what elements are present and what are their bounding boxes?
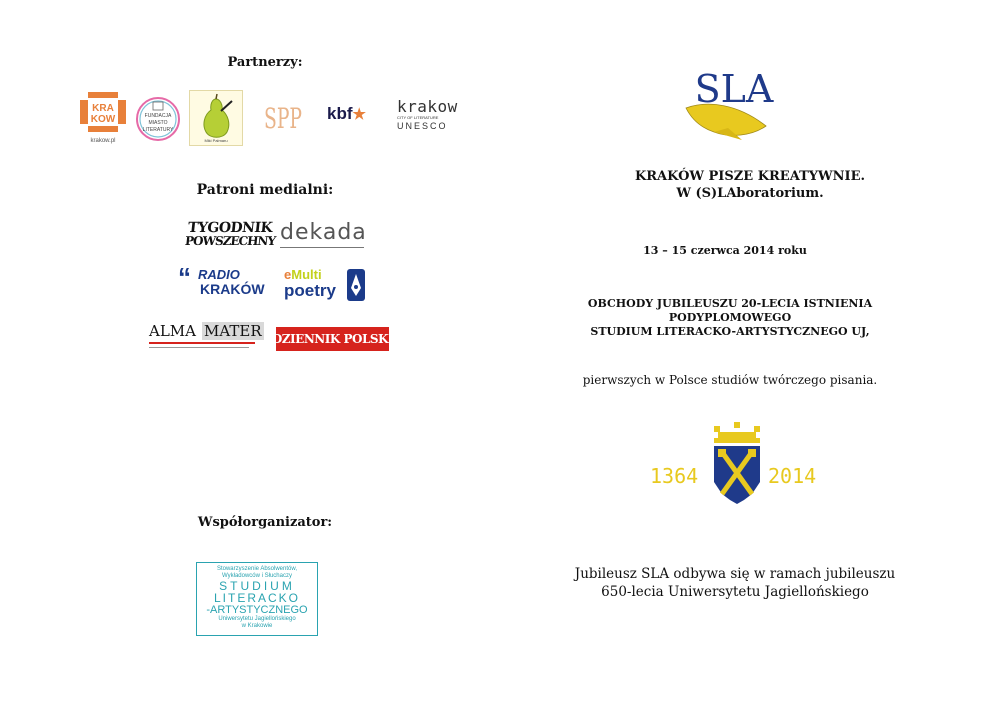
emulti-poetry: poetry bbox=[284, 281, 336, 300]
partners-heading: Partnerzy: bbox=[227, 55, 303, 70]
mater-text: MATER bbox=[204, 322, 262, 340]
krakow-city-emblem bbox=[80, 92, 126, 132]
event-date: 13 – 15 czerwca 2014 roku bbox=[643, 244, 807, 257]
fundacja-line3: LITERATURY bbox=[142, 127, 174, 133]
radio-quote-icon: “ bbox=[178, 262, 191, 292]
fundacja-circle bbox=[135, 96, 181, 142]
dziennik-text: DZIENNIK POLSKI bbox=[271, 332, 394, 346]
dekada-text: dekada bbox=[280, 220, 367, 245]
uj-crest-icon bbox=[708, 422, 766, 512]
alma-text: ALMA bbox=[149, 322, 196, 340]
krakow-city-logo bbox=[80, 92, 126, 144]
jubilee-line1: Jubileusz SLA odbywa się w ramach jubileuszu bbox=[574, 566, 896, 582]
krakow-unesco-top: krakow bbox=[397, 97, 458, 116]
dekada-logo bbox=[280, 220, 367, 248]
kbf-logo bbox=[327, 104, 366, 124]
event-title bbox=[590, 168, 910, 202]
krakow-city-line2: KOW bbox=[90, 114, 116, 125]
emulti-poetry-logo bbox=[284, 268, 368, 302]
pear-logo bbox=[189, 90, 243, 146]
dziennik-polski-logo bbox=[271, 327, 394, 351]
tygodnik-line1: TYGODNIK bbox=[187, 220, 273, 236]
spp-monogram bbox=[262, 98, 304, 138]
fundacja-line2: MIASTO bbox=[148, 120, 168, 126]
studium-top2: Wykładowców i Słuchaczy bbox=[222, 573, 292, 579]
krakow-unesco-bottom: UNESCO bbox=[397, 121, 448, 131]
jubilee-line2: 650-lecia Uniwersytetu Jagiellońskiego bbox=[601, 584, 869, 600]
emulti-multi: Multi bbox=[291, 267, 322, 282]
obchody-line2: PODYPLOMOWEGO bbox=[668, 311, 792, 324]
year-1364: 1364 bbox=[650, 464, 699, 488]
pear-caption: Miki Palmaru bbox=[204, 138, 228, 143]
alma-subline bbox=[149, 347, 249, 348]
kbf-text: kbf bbox=[327, 104, 353, 123]
obchody-block bbox=[560, 297, 900, 339]
studium-bottom2: w Krakowie bbox=[241, 623, 273, 629]
tygodnik-line2: POWSZECHNY bbox=[184, 234, 276, 248]
dekada-underline bbox=[280, 247, 364, 248]
first-in-poland-text: pierwszych w Polsce studiów twórczego pisania. bbox=[582, 373, 878, 387]
kbf-star-icon: ★ bbox=[352, 106, 366, 123]
studium-bottom1: Uniwersytetu Jagiellońskiego bbox=[218, 616, 296, 622]
emulti-e: e bbox=[284, 267, 292, 282]
event-title-line1: KRAKÓW PISZE KREATYWNIE. bbox=[634, 169, 866, 184]
sla-text: SLA bbox=[694, 67, 774, 111]
studium-logo bbox=[196, 562, 318, 636]
pen-nib-icon bbox=[346, 268, 366, 302]
obchody-line1: OBCHODY JUBILEUSZU 20-LECIA ISTNIENIA bbox=[587, 297, 873, 310]
studium-big3: -ARTYSTYCZNEGO bbox=[206, 604, 308, 616]
spp-text: SPP bbox=[264, 102, 302, 135]
fundacja-logo bbox=[135, 96, 181, 142]
pear-icon bbox=[190, 91, 242, 145]
media-heading: Patroni medialni: bbox=[196, 182, 334, 198]
sla-logo bbox=[680, 56, 790, 142]
alma-underline bbox=[149, 342, 255, 344]
krakow-unesco-sub: CITY OF LITERATURE bbox=[397, 115, 439, 120]
obchody-line3: STUDIUM LITERACKO-ARTYSTYCZNEGO UJ, bbox=[590, 325, 870, 338]
sla-emblem bbox=[680, 56, 790, 142]
radio-line1: RADIO bbox=[198, 267, 240, 282]
spp-logo bbox=[262, 98, 304, 138]
studium-top1: Stowarzyszenie Absolwentów, bbox=[216, 566, 298, 572]
alma-mater-logo bbox=[149, 322, 262, 352]
krakow-unesco-logo bbox=[397, 97, 458, 132]
tygodnik-logo bbox=[182, 221, 278, 248]
studium-big1: STUDIUM bbox=[219, 579, 295, 593]
uj-jubilee-emblem bbox=[650, 422, 826, 512]
radio-krakow-logo bbox=[178, 262, 268, 297]
event-title-line2: W (S)LAboratorium. bbox=[676, 186, 824, 201]
studium-big2: LITERACKO bbox=[213, 591, 300, 605]
fundacja-line1: FUNDACJA bbox=[144, 113, 172, 119]
radio-line2: KRAKÓW bbox=[200, 281, 265, 297]
krakow-city-caption: krakow.pl bbox=[90, 138, 116, 144]
krakow-city-line1: KRA bbox=[92, 103, 114, 114]
coorganizer-heading: Współorganizator: bbox=[197, 515, 333, 530]
jubilee-note bbox=[540, 565, 930, 601]
year-2014: 2014 bbox=[768, 464, 817, 488]
